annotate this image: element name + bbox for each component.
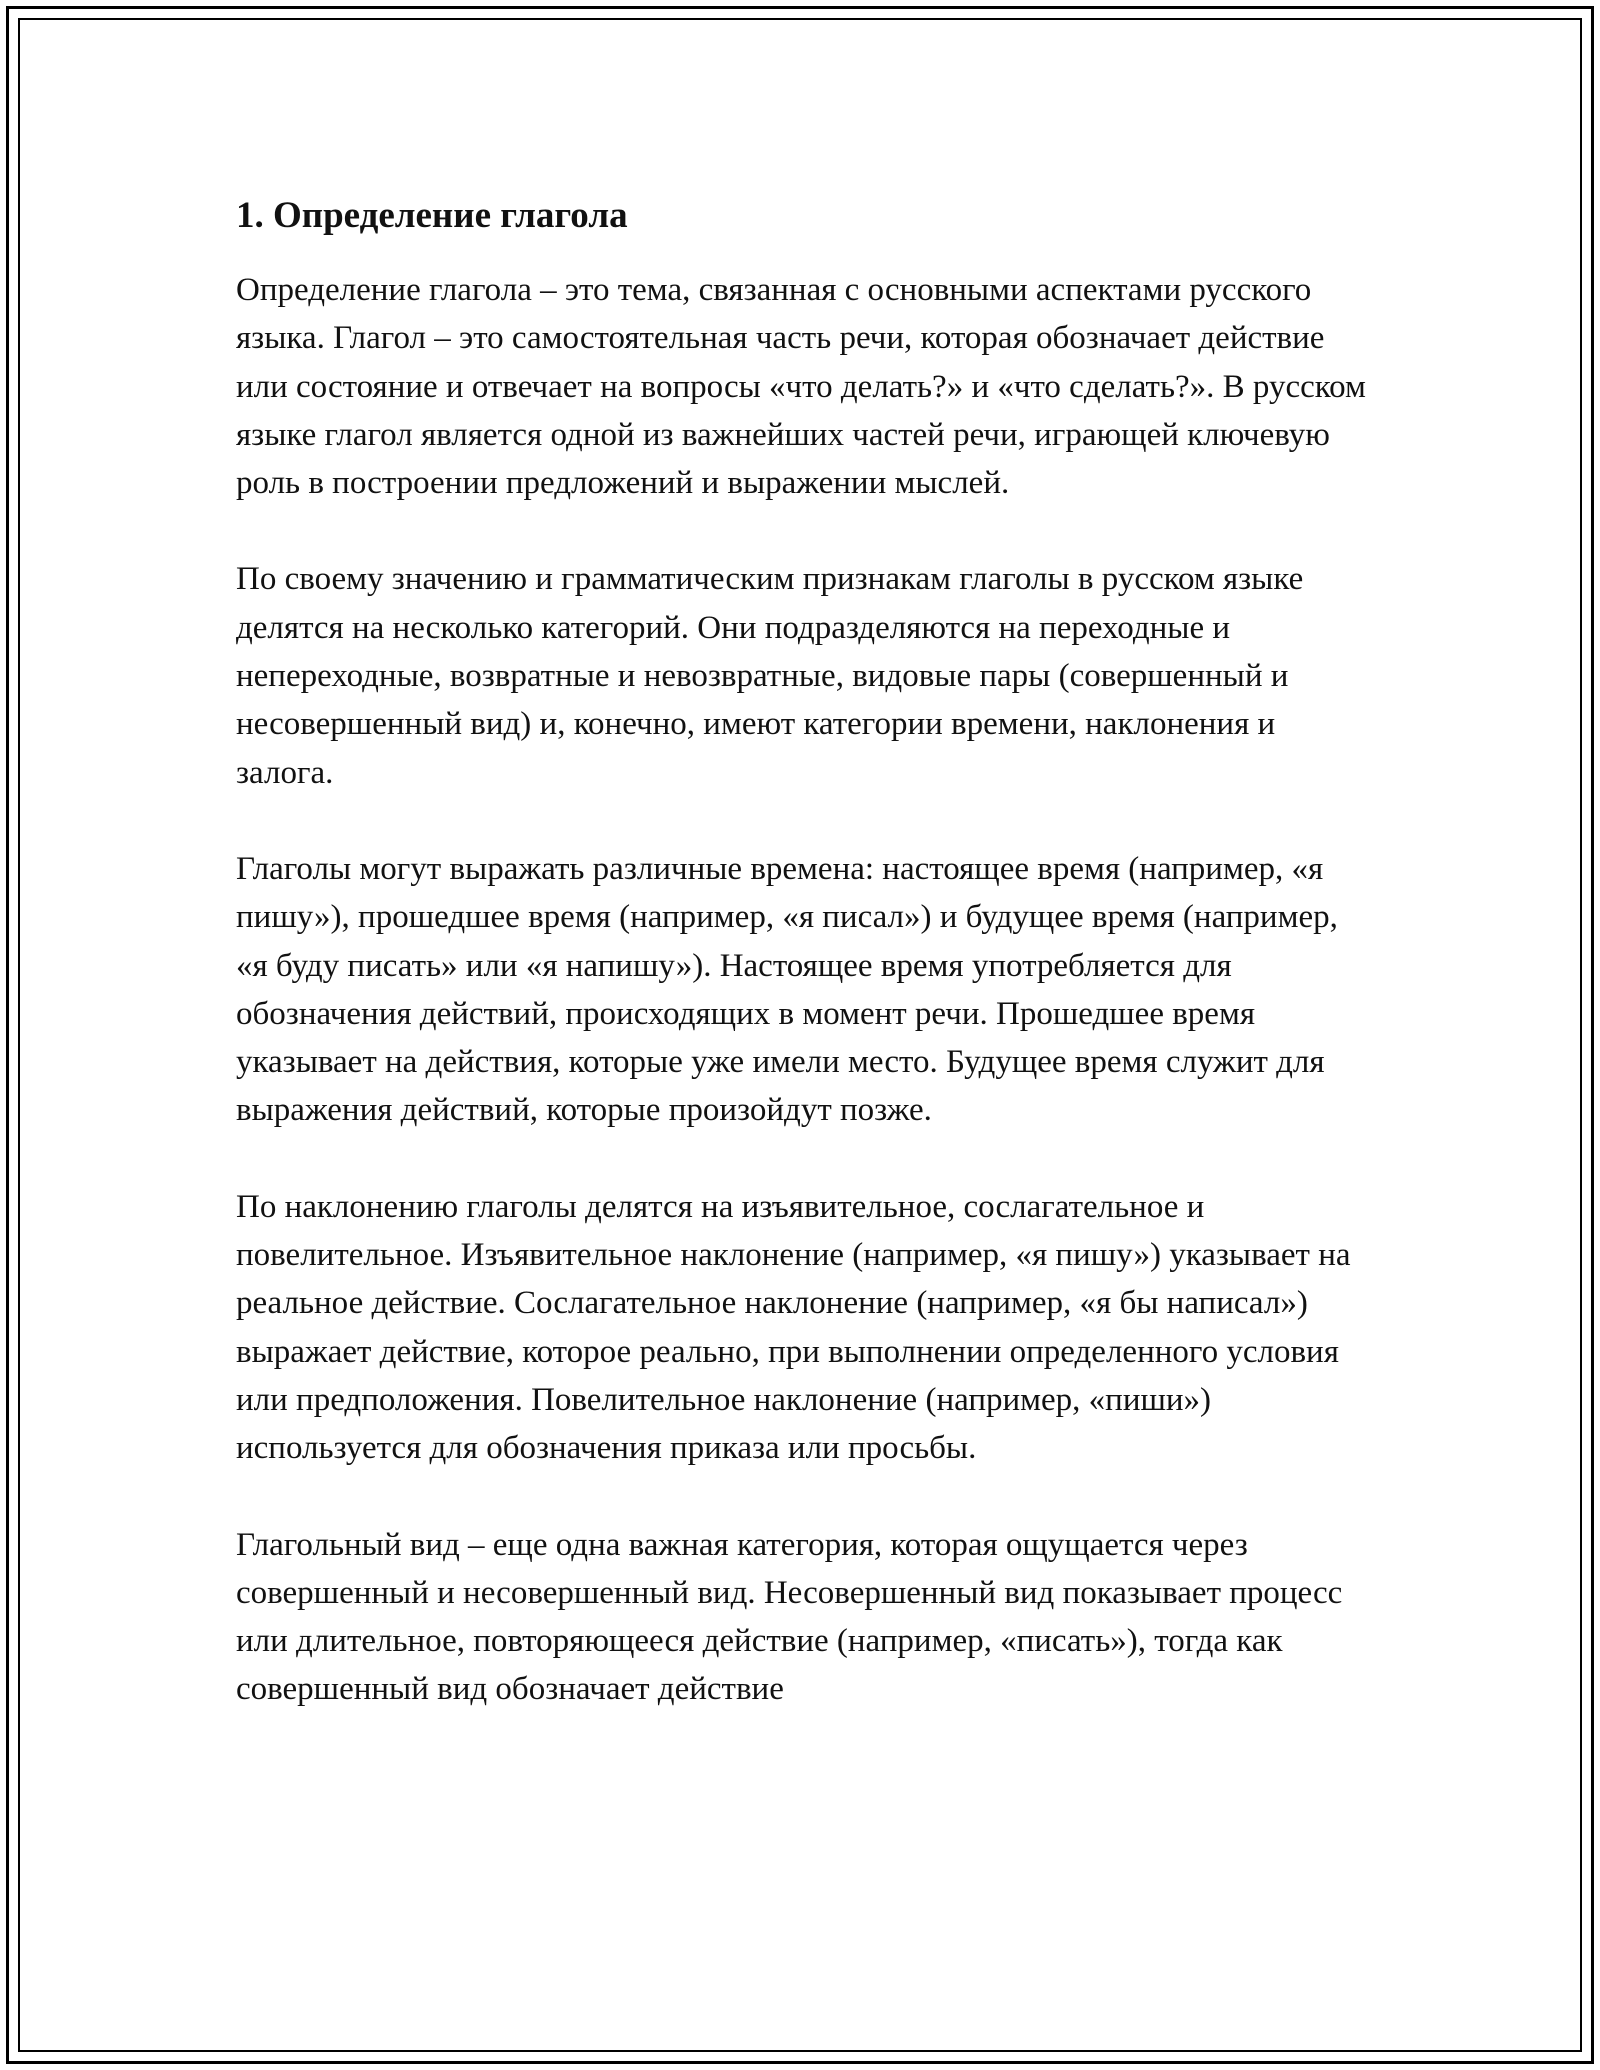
document-body — [236, 186, 1371, 1762]
paragraph-definition: Определение глагола – это тема, связанная с основными аспектами русского языка. Глагол – это самостоятельная часть речи, которая обозначает действие или состояние и отвечает на вопросы «что делать?» и «что сделать?». В русском языке глагол является одной из важнейших частей речи, играющей ключевую роль в построении предложений и выражении мыслей. — [236, 272, 1366, 502]
section-heading: 1. Определение глагола — [236, 195, 628, 236]
paragraph-categories: По своему значению и грамматическим признакам глаголы в русском языке делятся на несколько категорий. Они подразделяются на переходные и непереходные, возвратные и невозвратные, видовые пары (совершенный и несовершенный вид) и, конечно, имеют категории времени, наклонения и залога. — [236, 561, 1304, 791]
paragraph-tenses: Глаголы могут выражать различные времена: настоящее время (например, «я пишу»), прошедшее время (например, «я писал») и будущее время (например, «я буду писать» или «я напишу»). Настоящее время употребляется для обозначения действий, происходящих в момент речи. Прошедшее время указывает на действия, которые уже имели место. Будущее время служит для выражения действий, которые произойдут позже. — [236, 850, 1338, 1129]
paragraph-aspect: Глагольный вид – еще одна важная категория, которая ощущается через совершенный и несовершенный вид. Несовершенный вид показывает процесс или длительное, повторяющееся действие (например, «писать»), тогда как совершенный вид обозначает действие — [236, 1526, 1343, 1708]
paragraph-moods: По наклонению глаголы делятся на изъявительное, сослагательное и повелительное. Изъявительное наклонение (например, «я пишу») указывает на реальное действие. Сослагательное наклонение (например, «я бы написал») выражает действие, которое реально, при выполнении определенного условия или предположения. Повелительное наклонение (например, «пиши») используется для обозначения приказа или просьбы. — [236, 1188, 1351, 1467]
